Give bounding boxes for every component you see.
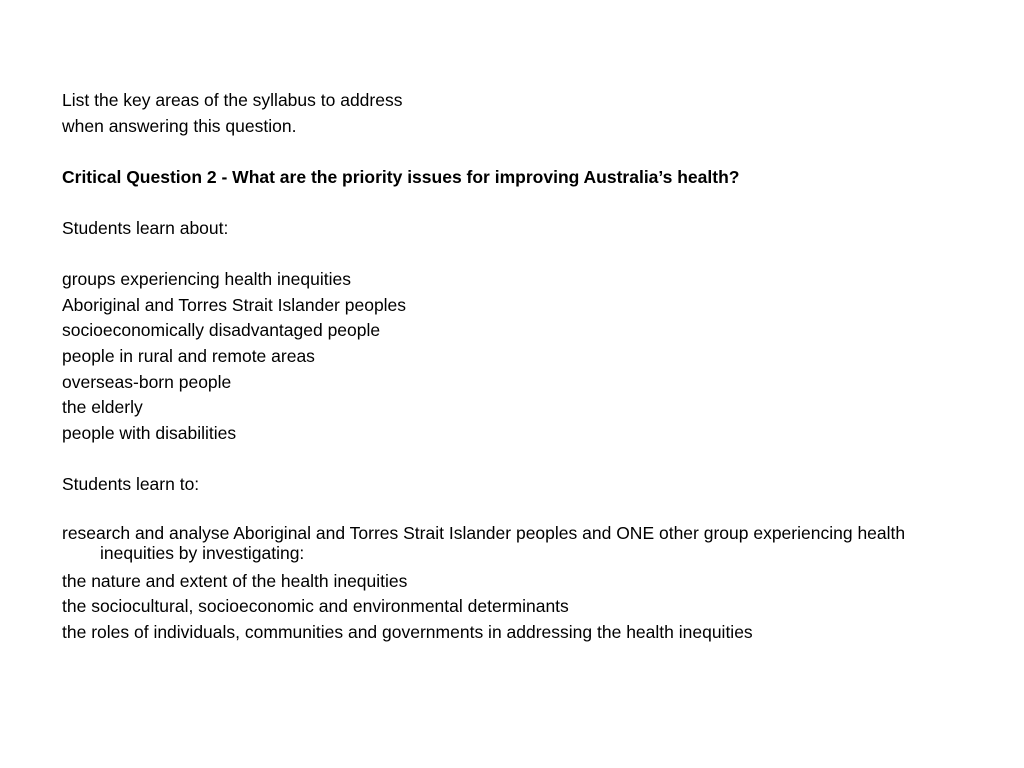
critical-question-heading: Critical Question 2 - What are the priority issues for improving Australia’s health? — [62, 166, 740, 187]
learn-about-item: the elderly — [62, 397, 143, 418]
learn-about-item: overseas-born people — [62, 371, 232, 392]
learn-to-item: research and analyse Aboriginal and Torres Strait Islander peoples and ONE other group experiencing health inequities by investigating: — [62, 523, 906, 564]
learn-about-item: groups experiencing health inequities — [62, 269, 351, 290]
learn-about-heading: Students learn about: — [62, 217, 229, 238]
spacer — [62, 242, 962, 268]
learn-about-item: people with disabilities — [62, 422, 237, 443]
spacer — [62, 190, 962, 216]
learn-to-item: the nature and extent of the health inequities — [62, 570, 408, 591]
spacer — [62, 139, 962, 165]
learn-to-item: the sociocultural, socioeconomic and environmental determinants — [62, 596, 569, 617]
learn-about-item: Aboriginal and Torres Strait Islander peoples — [62, 294, 407, 315]
learn-about-item: socioeconomically disadvantaged people — [62, 320, 381, 341]
slide-content — [62, 88, 962, 645]
learn-to-heading: Students learn to: — [62, 473, 200, 494]
intro-line-1: List the key areas of the syllabus to address — [62, 90, 403, 110]
spacer — [62, 498, 962, 524]
learn-about-item: people in rural and remote areas — [62, 345, 315, 366]
spacer — [62, 446, 962, 472]
learn-to-item: the roles of individuals, communities and governments in addressing the health inequities — [62, 621, 753, 642]
intro-line-2: when answering this question. — [62, 115, 297, 136]
